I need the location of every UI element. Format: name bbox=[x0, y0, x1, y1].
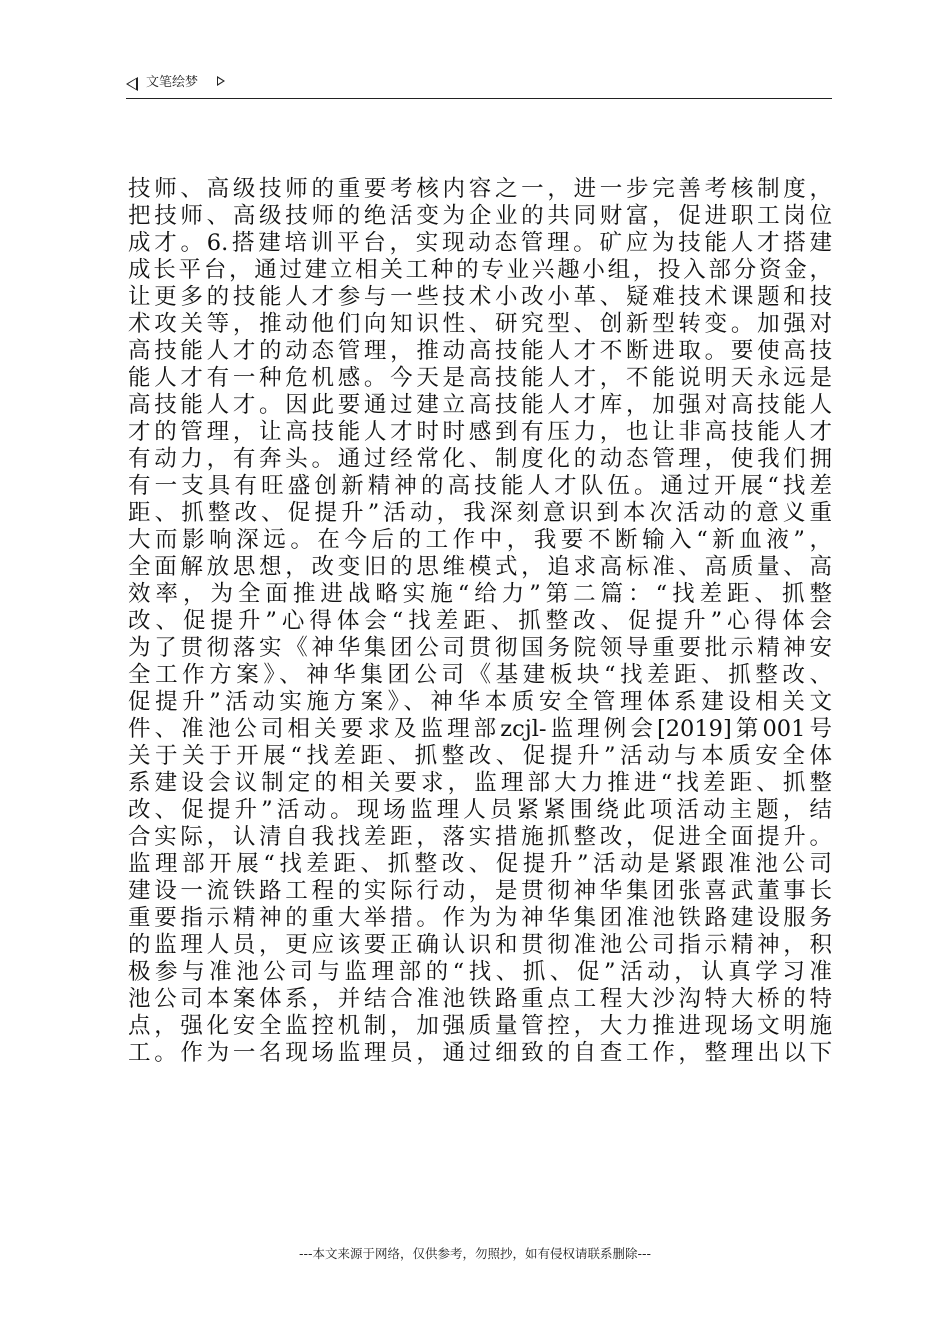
header-brand: 文笔绘梦 bbox=[146, 75, 199, 90]
text-line: 高技能人才的动态管理，推动高技能人才不断进取。要使高技 bbox=[128, 338, 832, 364]
text-line: 成才。6.搭建培训平台，实现动态管理。矿应为技能人才搭建 bbox=[128, 230, 832, 256]
page-header bbox=[126, 74, 832, 99]
text-line: 为了贯彻落实《神华集团公司贯彻国务院领导重要批示精神安 bbox=[128, 635, 832, 661]
text-line: 点，强化安全监控机制，加强质量管控，大力推进现场文明施 bbox=[128, 1013, 832, 1039]
text-line: 让更多的技能人才参与一些技术小改小革、疑难技术课题和技 bbox=[128, 284, 832, 310]
text-line: 池公司本案体系，并结合准池铁路重点工程大沙沟特大桥的特 bbox=[128, 986, 832, 1012]
text-line: 促提升”活动实施方案》、神华本质安全管理体系建设相关文 bbox=[128, 689, 832, 715]
text-line: 技师、高级技师的重要考核内容之一，进一步完善考核制度， bbox=[128, 176, 832, 202]
text-line: 全面解放思想，改变旧的思维模式，追求高标准、高质量、高 bbox=[128, 554, 832, 580]
text-line: 大而影响深远。在今后的工作中，我要不断输入“新血液”， bbox=[128, 527, 832, 553]
text-line: 有动力，有奔头。通过经常化、制度化的动态管理，使我们拥 bbox=[128, 446, 832, 472]
text-line: 成长平台，通过建立相关工种的专业兴趣小组，投入部分资金， bbox=[128, 257, 832, 283]
document-body bbox=[128, 176, 832, 1067]
text-line: 有一支具有旺盛创新精神的高技能人才队伍。通过开展“找差 bbox=[128, 473, 832, 499]
text-line: 改、促提升”活动。现场监理人员紧紧围绕此项活动主题，结 bbox=[128, 797, 832, 823]
footer-notice: ---本文来源于网络，仅供参考，勿照抄，如有侵权请联系删除--- bbox=[298, 1246, 652, 1261]
text-line: 工。作为一名现场监理员，通过细致的自查工作，整理出以下 bbox=[128, 1040, 832, 1066]
text-line: 监理部开展“找差距、抓整改、促提升”活动是紧跟准池公司 bbox=[128, 851, 832, 877]
left-triangle-icon bbox=[126, 77, 138, 91]
text-line: 建设一流铁路工程的实际行动，是贯彻神华集团张喜武董事长 bbox=[128, 878, 832, 904]
text-line: 合实际，认清自我找差距，落实措施抓整改，促进全面提升。 bbox=[128, 824, 832, 850]
text-line: 高技能人才。因此要通过建立高技能人才库，加强对高技能人 bbox=[128, 392, 832, 418]
text-line: 把技师、高级技师的绝活变为企业的共同财富，促进职工岗位 bbox=[128, 203, 832, 229]
text-line: 能人才有一种危机感。今天是高技能人才，不能说明天永远是 bbox=[128, 365, 832, 391]
text-line: 件、准池公司相关要求及监理部zcjl-监理例会[2019]第001号 bbox=[128, 716, 832, 742]
text-line: 系建设会议制定的相关要求，监理部大力推进“找差距、抓整 bbox=[128, 770, 832, 796]
text-line: 重要指示精神的重大举措。作为为神华集团准池铁路建设服务 bbox=[128, 905, 832, 931]
right-triangle-icon bbox=[217, 76, 225, 86]
text-line: 关于关于开展“找差距、抓整改、促提升”活动与本质安全体 bbox=[128, 743, 832, 769]
text-line: 的监理人员，更应该要正确认识和贯彻准池公司指示精神，积 bbox=[128, 932, 832, 958]
text-line: 距、抓整改、促提升”活动，我深刻意识到本次活动的意义重 bbox=[128, 500, 832, 526]
text-line: 术攻关等，推动他们向知识性、研究型、创新型转变。加强对 bbox=[128, 311, 832, 337]
text-line: 才的管理，让高技能人才时时感到有压力，也让非高技能人才 bbox=[128, 419, 832, 445]
text-line: 全工作方案》、神华集团公司《基建板块“找差距、抓整改、 bbox=[128, 662, 832, 688]
text-line: 改、促提升”心得体会“找差距、抓整改、促提升”心得体会 bbox=[128, 608, 832, 634]
text-line: 效率，为全面推进战略实施“给力”第二篇：“找差距、抓整 bbox=[128, 581, 832, 607]
text-line: 极参与准池公司与监理部的“找、抓、促”活动，认真学习准 bbox=[128, 959, 832, 985]
